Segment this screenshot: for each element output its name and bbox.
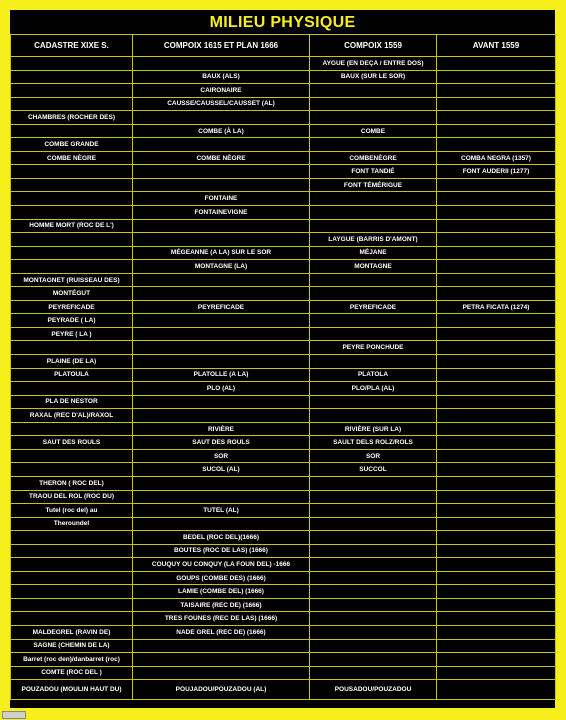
table-row — [11, 287, 556, 301]
table-row — [11, 151, 556, 165]
table-row — [11, 422, 556, 436]
avant-1559-cell — [437, 476, 556, 490]
avant-1559-cell — [437, 192, 556, 206]
compoix-1615-cell: SUCOL (AL) — [133, 463, 310, 477]
compoix-1615-cell: PLATOLLE (A LA) — [133, 368, 310, 382]
cadastre-cell — [11, 84, 133, 98]
compoix-1615-cell: TAISAIRE (REC DE) (1666) — [133, 598, 310, 612]
compoix-1559-cell: COMBE — [310, 124, 437, 138]
compoix-1559-cell — [310, 314, 437, 328]
cadastre-cell: Tutel (roc del) au — [11, 504, 133, 518]
avant-1559-cell — [437, 436, 556, 450]
compoix-1615-cell: PLO (AL) — [133, 382, 310, 396]
avant-1559-cell — [437, 273, 556, 287]
compoix-1559-cell: RIVIÈRE (SUR LA) — [310, 422, 437, 436]
compoix-1559-cell — [310, 639, 437, 653]
compoix-1615-cell — [133, 111, 310, 125]
compoix-1615-cell — [133, 273, 310, 287]
column-header-compoix-1559: COMPOIX 1559 — [310, 35, 437, 57]
cadastre-cell — [11, 70, 133, 84]
compoix-1615-cell: MÉGEANNE (A LA) SUR LE SOR — [133, 246, 310, 260]
compoix-1615-cell: NADE GREL (REC DE) (1666) — [133, 625, 310, 639]
cadastre-cell: POUZADOU (MOULIN HAUT DU) — [11, 680, 133, 700]
cadastre-cell: PLA DE NESTOR — [11, 395, 133, 409]
avant-1559-cell — [437, 178, 556, 192]
compoix-1615-cell: COMBE NÈGRE — [133, 151, 310, 165]
cadastre-cell — [11, 178, 133, 192]
compoix-1559-cell: PLATOLA — [310, 368, 437, 382]
compoix-1615-cell: PEYREFICADE — [133, 300, 310, 314]
compoix-1559-cell — [310, 476, 437, 490]
column-header-avant-1559: AVANT 1559 — [437, 35, 556, 57]
compoix-1615-cell — [133, 138, 310, 152]
compoix-1559-cell: LAYGUE (BARRIS D'AMONT) — [310, 233, 437, 247]
cadastre-cell — [11, 449, 133, 463]
avant-1559-cell: COMBA NEGRA (1357) — [437, 151, 556, 165]
avant-1559-cell — [437, 327, 556, 341]
table-row — [11, 111, 556, 125]
compoix-1559-cell: PEYREFICADE — [310, 300, 437, 314]
compoix-1559-cell: SAULT DELS ROLZ/ROLS — [310, 436, 437, 450]
cadastre-cell: PEYRE ( LA ) — [11, 327, 133, 341]
compoix-1559-cell: AYGUE (EN DEÇA / ENTRE DOS) — [310, 57, 437, 71]
cadastre-cell: MONTAGNET (RUISSEAU DES) — [11, 273, 133, 287]
compoix-1559-cell — [310, 327, 437, 341]
cadastre-cell — [11, 165, 133, 179]
compoix-1559-cell — [310, 504, 437, 518]
compoix-1559-cell — [310, 585, 437, 599]
cadastre-cell — [11, 544, 133, 558]
column-header-compoix-1615: COMPOIX 1615 ET PLAN 1666 — [133, 35, 310, 57]
table-row — [11, 327, 556, 341]
avant-1559-cell — [437, 639, 556, 653]
compoix-1615-cell: BOUTES (ROC DE LAS) (1666) — [133, 544, 310, 558]
cadastre-cell — [11, 57, 133, 71]
compoix-1615-cell — [133, 490, 310, 504]
cadastre-cell: PLATOULA — [11, 368, 133, 382]
avant-1559-cell — [437, 409, 556, 423]
compoix-1559-cell — [310, 409, 437, 423]
compoix-1559-cell — [310, 598, 437, 612]
cadastre-cell — [11, 571, 133, 585]
table-row — [11, 680, 556, 700]
compoix-1559-cell: BAUX (SUR LE SOR) — [310, 70, 437, 84]
avant-1559-cell — [437, 287, 556, 301]
corner-badge — [2, 711, 26, 719]
avant-1559-cell — [437, 422, 556, 436]
cadastre-cell — [11, 598, 133, 612]
table-row — [11, 476, 556, 490]
compoix-1615-cell: CAIRONAIRE — [133, 84, 310, 98]
avant-1559-cell — [437, 612, 556, 626]
table-row — [11, 490, 556, 504]
avant-1559-cell — [437, 653, 556, 667]
table-row — [11, 395, 556, 409]
table-row — [11, 70, 556, 84]
cadastre-cell — [11, 422, 133, 436]
avant-1559-cell — [437, 355, 556, 369]
compoix-1559-cell: POUSADOU/POUZADOU — [310, 680, 437, 700]
header-row — [11, 35, 556, 57]
compoix-1559-cell: PLO/PLA (AL) — [310, 382, 437, 396]
cadastre-cell: CHAMBRES (ROCHER DES) — [11, 111, 133, 125]
compoix-1559-cell — [310, 287, 437, 301]
compoix-1615-cell: BEDEL (ROC DEL)(1666) — [133, 531, 310, 545]
table-row — [11, 409, 556, 423]
compoix-1559-cell: SUCCOL — [310, 463, 437, 477]
cadastre-cell — [11, 233, 133, 247]
avant-1559-cell — [437, 84, 556, 98]
table-row — [11, 97, 556, 111]
table-row — [11, 246, 556, 260]
compoix-1615-cell — [133, 165, 310, 179]
avant-1559-cell — [437, 246, 556, 260]
compoix-1615-cell: TRES FOUNES (REC DE LAS) (1666) — [133, 612, 310, 626]
cadastre-cell: Barret (roc den)/danbarret (roc) — [11, 653, 133, 667]
cadastre-cell: COMBE NÈGRE — [11, 151, 133, 165]
table-row — [11, 558, 556, 572]
table-row — [11, 517, 556, 531]
avant-1559-cell — [437, 368, 556, 382]
cadastre-cell — [11, 124, 133, 138]
table-row — [11, 436, 556, 450]
compoix-1615-cell: TUTEL (AL) — [133, 504, 310, 518]
table-header — [11, 35, 556, 57]
cadastre-cell: SAGNE (CHEMIN DE LA) — [11, 639, 133, 653]
compoix-1615-cell — [133, 476, 310, 490]
compoix-1615-cell: GOUPS (COMBE DES) (1666) — [133, 571, 310, 585]
compoix-1559-cell: SOR — [310, 449, 437, 463]
avant-1559-cell — [437, 314, 556, 328]
table-row — [11, 314, 556, 328]
cadastre-cell — [11, 97, 133, 111]
compoix-1615-cell: COUQUY OU CONQUY (LA FOUN DEL) -1666 — [133, 558, 310, 572]
avant-1559-cell: PETRA FICATA (1274) — [437, 300, 556, 314]
compoix-1615-cell — [133, 341, 310, 355]
table-row — [11, 598, 556, 612]
table-row — [11, 653, 556, 667]
table-row — [11, 666, 556, 680]
cadastre-cell — [11, 382, 133, 396]
compoix-1559-cell — [310, 138, 437, 152]
cadastre-cell: Theroundel — [11, 517, 133, 531]
table-row — [11, 463, 556, 477]
avant-1559-cell — [437, 531, 556, 545]
table-row — [11, 206, 556, 220]
compoix-1559-cell: MÉJANE — [310, 246, 437, 260]
compoix-1615-cell — [133, 517, 310, 531]
compoix-1559-cell — [310, 571, 437, 585]
cadastre-cell: PLAINE (DE LA) — [11, 355, 133, 369]
avant-1559-cell — [437, 571, 556, 585]
page-title: MILIEU PHYSIQUE — [209, 14, 356, 31]
avant-1559-cell — [437, 449, 556, 463]
avant-1559-cell — [437, 585, 556, 599]
cadastre-cell — [11, 206, 133, 220]
table-row — [11, 625, 556, 639]
avant-1559-cell — [437, 544, 556, 558]
cadastre-cell — [11, 341, 133, 355]
table-row — [11, 382, 556, 396]
table-row — [11, 192, 556, 206]
avant-1559-cell — [437, 70, 556, 84]
table-row — [11, 219, 556, 233]
avant-1559-cell: FONT AUDERII (1277) — [437, 165, 556, 179]
compoix-1559-cell: COMBENÈGRE — [310, 151, 437, 165]
table-row — [11, 355, 556, 369]
table-row — [11, 544, 556, 558]
table-row — [11, 639, 556, 653]
toponym-table — [10, 34, 556, 700]
avant-1559-cell — [437, 111, 556, 125]
cadastre-cell: THERON ( ROC DEL) — [11, 476, 133, 490]
avant-1559-cell — [437, 97, 556, 111]
compoix-1559-cell: FONT TANDIÉ — [310, 165, 437, 179]
compoix-1615-cell: MONTAGNE (LA) — [133, 260, 310, 274]
compoix-1615-cell — [133, 219, 310, 233]
cadastre-cell — [11, 558, 133, 572]
avant-1559-cell — [437, 138, 556, 152]
cadastre-cell: COMBE GRANDE — [11, 138, 133, 152]
compoix-1615-cell — [133, 653, 310, 667]
table-row — [11, 124, 556, 138]
table-body — [11, 57, 556, 700]
compoix-1615-cell: SAUT DES ROULS — [133, 436, 310, 450]
compoix-1559-cell: FONT TÉMÉRIGUE — [310, 178, 437, 192]
compoix-1615-cell: FONTAINEVIGNE — [133, 206, 310, 220]
compoix-1615-cell: CAUSSE/CAUSSEL/CAUSSET (AL) — [133, 97, 310, 111]
table-row — [11, 341, 556, 355]
avant-1559-cell — [437, 504, 556, 518]
avant-1559-cell — [437, 463, 556, 477]
compoix-1615-cell: RIVIÈRE — [133, 422, 310, 436]
cadastre-cell: MALDEGREL (RAVIN DE) — [11, 625, 133, 639]
cadastre-cell: MONTÉGUT — [11, 287, 133, 301]
compoix-1559-cell — [310, 395, 437, 409]
avant-1559-cell — [437, 57, 556, 71]
cadastre-cell: COMTE (ROC DEL ) — [11, 666, 133, 680]
cadastre-cell — [11, 260, 133, 274]
compoix-1559-cell: PEYRE PONCHUDE — [310, 341, 437, 355]
compoix-1615-cell: BAUX (ALS) — [133, 70, 310, 84]
compoix-1559-cell — [310, 206, 437, 220]
compoix-1559-cell — [310, 625, 437, 639]
table-row — [11, 504, 556, 518]
avant-1559-cell — [437, 517, 556, 531]
compoix-1615-cell — [133, 639, 310, 653]
compoix-1615-cell — [133, 287, 310, 301]
compoix-1559-cell — [310, 111, 437, 125]
table-row — [11, 57, 556, 71]
cadastre-cell: HOMME MORT (ROC DE L') — [11, 219, 133, 233]
table-row — [11, 233, 556, 247]
avant-1559-cell — [437, 124, 556, 138]
cadastre-cell: PEYRADE ( LA) — [11, 314, 133, 328]
compoix-1559-cell — [310, 517, 437, 531]
toponym-sheet — [10, 10, 555, 708]
compoix-1559-cell — [310, 612, 437, 626]
avant-1559-cell — [437, 233, 556, 247]
table-row — [11, 300, 556, 314]
compoix-1615-cell: LAMIE (COMBE DEL) (1666) — [133, 585, 310, 599]
compoix-1615-cell: FONTAINE — [133, 192, 310, 206]
cadastre-cell: TRAOU DEL ROL (ROC DU) — [11, 490, 133, 504]
table-row — [11, 165, 556, 179]
avant-1559-cell — [437, 598, 556, 612]
table-row — [11, 84, 556, 98]
compoix-1559-cell — [310, 84, 437, 98]
avant-1559-cell — [437, 395, 556, 409]
compoix-1559-cell — [310, 355, 437, 369]
table-row — [11, 531, 556, 545]
avant-1559-cell — [437, 206, 556, 220]
avant-1559-cell — [437, 341, 556, 355]
compoix-1559-cell — [310, 666, 437, 680]
compoix-1559-cell — [310, 544, 437, 558]
compoix-1559-cell — [310, 558, 437, 572]
compoix-1559-cell — [310, 273, 437, 287]
table-row — [11, 449, 556, 463]
cadastre-cell — [11, 531, 133, 545]
cadastre-cell — [11, 612, 133, 626]
table-row — [11, 138, 556, 152]
compoix-1559-cell — [310, 97, 437, 111]
compoix-1615-cell — [133, 314, 310, 328]
cadastre-cell — [11, 246, 133, 260]
table-row — [11, 585, 556, 599]
compoix-1615-cell: SOR — [133, 449, 310, 463]
compoix-1559-cell — [310, 192, 437, 206]
table-row — [11, 273, 556, 287]
avant-1559-cell — [437, 625, 556, 639]
table-row — [11, 260, 556, 274]
compoix-1615-cell — [133, 233, 310, 247]
cadastre-cell — [11, 463, 133, 477]
avant-1559-cell — [437, 382, 556, 396]
compoix-1559-cell — [310, 531, 437, 545]
compoix-1615-cell — [133, 395, 310, 409]
column-header-cadastre: CADASTRE XIXE S. — [11, 35, 133, 57]
compoix-1559-cell — [310, 653, 437, 667]
table-row — [11, 571, 556, 585]
avant-1559-cell — [437, 490, 556, 504]
compoix-1615-cell: COMBE (À LA) — [133, 124, 310, 138]
compoix-1615-cell — [133, 178, 310, 192]
avant-1559-cell — [437, 219, 556, 233]
table-row — [11, 612, 556, 626]
cadastre-cell — [11, 585, 133, 599]
avant-1559-cell — [437, 666, 556, 680]
compoix-1615-cell — [133, 355, 310, 369]
compoix-1615-cell — [133, 57, 310, 71]
compoix-1559-cell: MONTAGNE — [310, 260, 437, 274]
compoix-1615-cell — [133, 666, 310, 680]
compoix-1559-cell — [310, 219, 437, 233]
cadastre-cell — [11, 192, 133, 206]
cadastre-cell: PEYREFICADE — [11, 300, 133, 314]
cadastre-cell: RAXAL (REC D'AL)/RAXOL — [11, 409, 133, 423]
table-row — [11, 368, 556, 382]
cadastre-cell: SAUT DES ROULS — [11, 436, 133, 450]
compoix-1559-cell — [310, 490, 437, 504]
table-row — [11, 178, 556, 192]
compoix-1615-cell — [133, 327, 310, 341]
avant-1559-cell — [437, 558, 556, 572]
compoix-1615-cell — [133, 409, 310, 423]
compoix-1615-cell: POUJADOU/POUZADOU (AL) — [133, 680, 310, 700]
avant-1559-cell — [437, 680, 556, 700]
avant-1559-cell — [437, 260, 556, 274]
